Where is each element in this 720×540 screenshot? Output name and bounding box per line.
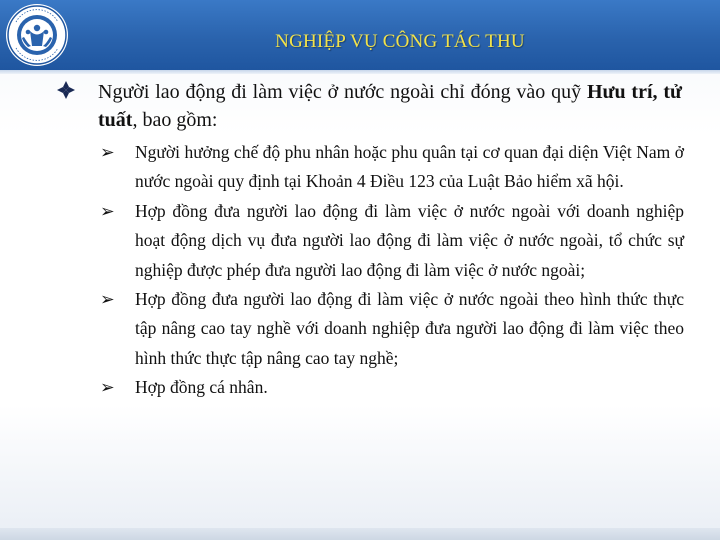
list-item-text: Hợp đồng đưa người lao động đi làm việc ở nước ngoài với doanh nghiệp hoạt động dịch vụ đưa người lao động đi làm việc ở nước ngoài, tổ chức sự nghiệp được phép đưa người lao động đi làm việc ở nước ngoài; (135, 200, 684, 280)
header-bar (0, 0, 720, 70)
intro-highlight: Hưu trí, tử tuất (98, 81, 683, 131)
list-item (100, 285, 684, 373)
list-item-text: Hợp đồng đưa người lao động đi làm việc ở nước ngoài theo hình thức thực tập nâng cao tay nghề với doanh nghiệp đưa người lao động đi làm việc theo hình thức thực tập nâng cao tay nghề; (135, 289, 684, 368)
diamond-bullet-icon (56, 80, 76, 100)
bullet-list (100, 138, 684, 403)
arrow-bullet-icon: ➢ (100, 142, 115, 162)
footer-bar (0, 528, 720, 540)
arrow-bullet-icon: ➢ (100, 289, 115, 310)
arrow-bullet-icon: ➢ (100, 377, 115, 398)
vss-logo-icon (4, 2, 70, 68)
list-item (100, 138, 684, 197)
list-item (100, 373, 684, 402)
page-title: NGHIỆP VỤ CÔNG TÁC THU (275, 31, 525, 52)
arrow-bullet-icon: ➢ (100, 200, 115, 221)
header-divider (0, 70, 720, 74)
list-item-text: Hợp đồng cá nhân. (135, 377, 268, 398)
intro-paragraph (62, 78, 682, 134)
list-item-text: Người hưởng chế độ phu nhân hoặc phu quân tại cơ quan đại diện Việt Nam ở nước ngoài quy định tại Khoản 4 Điều 123 của Luật Bảo hiểm xã hội. (135, 142, 684, 192)
intro-text-end: , bao gồm: (132, 109, 218, 131)
intro-text: Người lao động đi làm việc ở nước ngoài chỉ đóng vào quỹ (98, 81, 587, 103)
list-item (100, 197, 684, 285)
